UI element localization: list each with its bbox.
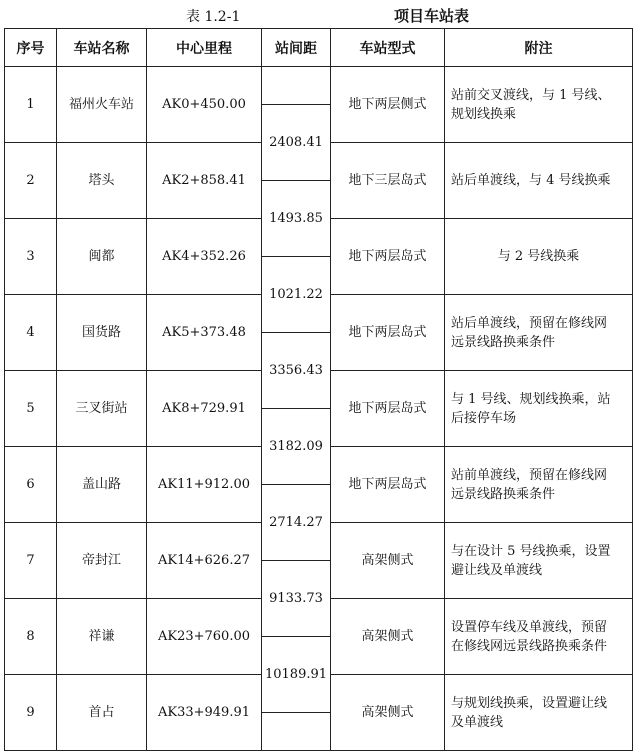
cell-no: 9	[5, 675, 57, 751]
cell-station-name: 首占	[57, 675, 147, 751]
cell-spacing: 2714.27	[262, 485, 331, 561]
cell-station-name: 国货路	[57, 295, 147, 371]
cell-type: 地下两层侧式	[331, 67, 445, 143]
cell-no: 2	[5, 143, 57, 219]
cell-note	[445, 295, 633, 371]
station-table	[4, 28, 633, 751]
cell-spacing-blank	[262, 713, 331, 751]
note-line: 在修线网远景线路换乘条件	[451, 638, 608, 654]
cell-note	[445, 523, 633, 599]
header-row	[5, 29, 633, 67]
cell-spacing: 10189.91	[262, 637, 331, 713]
cell-spacing: 1021.22	[262, 257, 331, 333]
header-notes: 附注	[445, 29, 633, 67]
header-station-spacing: 站间距	[262, 29, 331, 67]
cell-mileage: AK0+450.00	[147, 67, 262, 143]
cell-station-name: 三叉街站	[57, 371, 147, 447]
cell-mileage: AK2+858.41	[147, 143, 262, 219]
note-line: 与规划线换乘，设置避让线	[451, 695, 608, 711]
cell-note	[445, 67, 633, 143]
note-line: 远景线路换乘条件	[451, 334, 556, 350]
cell-no: 1	[5, 67, 57, 143]
cell-note	[445, 675, 633, 751]
cell-station-name: 盖山路	[57, 447, 147, 523]
cell-mileage: AK33+949.91	[147, 675, 262, 751]
note-line: 站前单渡线，预留在修线网	[451, 467, 608, 483]
cell-mileage: AK4+352.26	[147, 219, 262, 295]
cell-station-name: 福州火车站	[57, 67, 147, 143]
header-center-mileage: 中心里程	[147, 29, 262, 67]
cell-station-name: 帝封江	[57, 523, 147, 599]
note-line: 规划线换乘	[451, 106, 517, 122]
cell-station-name: 祥谦	[57, 599, 147, 675]
cell-no: 4	[5, 295, 57, 371]
table-title: 项目车站表	[394, 7, 470, 25]
cell-no: 8	[5, 599, 57, 675]
cell-mileage: AK14+626.27	[147, 523, 262, 599]
table-number: 表 1.2-1	[186, 9, 241, 25]
note-line: 远景线路换乘条件	[451, 486, 556, 502]
cell-mileage: AK23+760.00	[147, 599, 262, 675]
cell-station-name: 闽都	[57, 219, 147, 295]
cell-type: 地下三层岛式	[331, 143, 445, 219]
cell-note	[445, 447, 633, 523]
header-no: 序号	[5, 29, 57, 67]
cell-spacing: 9133.73	[262, 561, 331, 637]
cell-station-name: 塔头	[57, 143, 147, 219]
table-row	[5, 67, 633, 105]
cell-no: 3	[5, 219, 57, 295]
cell-type: 高架侧式	[331, 599, 445, 675]
cell-type: 地下两层岛式	[331, 371, 445, 447]
cell-note	[445, 599, 633, 675]
cell-no: 7	[5, 523, 57, 599]
cell-no: 6	[5, 447, 57, 523]
cell-type: 地下两层岛式	[331, 295, 445, 371]
note-line: 与 2 号线换乘	[497, 249, 580, 264]
cell-note	[445, 143, 633, 219]
header-station-type: 车站型式	[331, 29, 445, 67]
note-line: 后接停车场	[451, 410, 517, 426]
cell-mileage: AK11+912.00	[147, 447, 262, 523]
note-line: 站后单渡线，与 4 号线换乘	[451, 173, 611, 188]
cell-type: 高架侧式	[331, 675, 445, 751]
note-line: 避让线及单渡线	[451, 562, 543, 578]
cell-spacing: 3356.43	[262, 333, 331, 409]
cell-note	[445, 371, 633, 447]
note-line: 站后单渡线，预留在修线网	[451, 315, 608, 331]
cell-no: 5	[5, 371, 57, 447]
cell-mileage: AK5+373.48	[147, 295, 262, 371]
cell-spacing: 1493.85	[262, 181, 331, 257]
note-line: 设置停车线及单渡线，预留	[451, 619, 608, 635]
note-line: 与 1 号线、规划线换乘，站	[451, 391, 611, 407]
cell-note	[445, 219, 633, 295]
cell-spacing: 2408.41	[262, 105, 331, 181]
table-caption	[0, 6, 634, 28]
header-station-name: 车站名称	[57, 29, 147, 67]
cell-spacing: 3182.09	[262, 409, 331, 485]
note-line: 站前交叉渡线，与 1 号线、	[451, 87, 611, 103]
cell-mileage: AK8+729.91	[147, 371, 262, 447]
cell-type: 地下两层岛式	[331, 447, 445, 523]
cell-type: 高架侧式	[331, 523, 445, 599]
note-line: 及单渡线	[451, 714, 504, 730]
note-line: 与在设计 5 号线换乘，设置	[451, 543, 611, 559]
cell-spacing-blank	[262, 67, 331, 105]
cell-type: 地下两层岛式	[331, 219, 445, 295]
